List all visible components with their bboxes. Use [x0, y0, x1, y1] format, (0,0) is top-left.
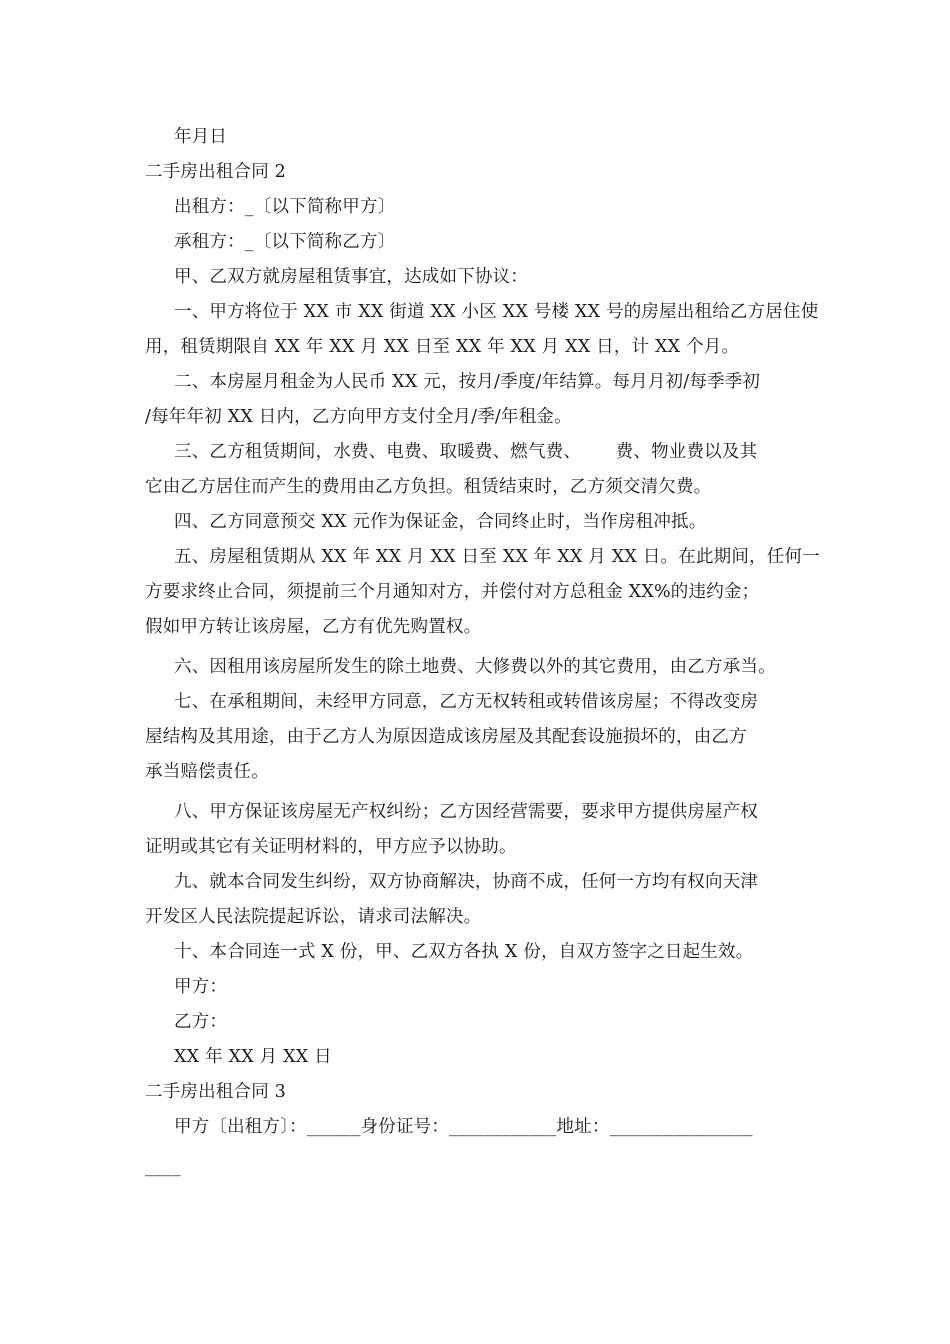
clause-8-line-1: 八、甲方保证该房屋无产权纠纷；乙方因经营需要，要求甲方提供房屋产权 — [174, 802, 759, 822]
party-a-info-continuation: ____ — [145, 1157, 181, 1177]
clause-4-line-1: 四、乙方同意预交 XX 元作为保证金，合同终止时，当作房租冲抵。 — [174, 512, 707, 532]
clause-8-line-2: 证明或其它有关证明材料的，甲方应予以协助。 — [145, 837, 517, 857]
clause-5-line-1: 五、房屋租赁期从 XX 年 XX 月 XX 日至 XX 年 XX 月 XX 日。在此期间，任何一 — [174, 547, 820, 567]
lessor-line: 出租方：_〔以下简称甲方〕 — [174, 197, 396, 217]
date-line: 年月日 — [174, 127, 228, 147]
clause-1-line-2: 用，租赁期限自 XX 年 XX 月 XX 日至 XX 年 XX 月 XX 日，计 XX 个月。 — [145, 337, 740, 357]
clause-7-line-3: 承当赔偿责任。 — [145, 762, 269, 782]
signing-date: XX 年 XX 月 XX 日 — [174, 1047, 332, 1067]
clause-9-line-2: 开发区人民法院提起诉讼，请求司法解决。 — [145, 907, 482, 927]
clause-5-line-2: 方要求终止合同，须提前三个月通知对方，并偿付对方总租金 XX%的违约金； — [145, 582, 760, 602]
lessee-line: 承租方：_〔以下简称乙方〕 — [174, 232, 396, 252]
clause-2-line-1: 二、本房屋月租金为人民币 XX 元，按月/季度/年结算。每月月初/每季季初 — [174, 372, 761, 392]
clause-2-line-2: /每年年初 XX 日内，乙方向甲方支付全月/季/年租金。 — [145, 407, 572, 427]
contract-2-title: 二手房出租合同 2 — [145, 162, 286, 182]
contract-3-title: 二手房出租合同 3 — [145, 1082, 286, 1102]
party-a-signature: 甲方： — [174, 977, 228, 997]
clause-9-line-1: 九、就本合同发生纠纷，双方协商解决，协商不成，任何一方均有权向天津 — [174, 872, 759, 892]
party-a-info-line: 甲方〔出租方〕：______身份证号：____________地址：________________ — [174, 1117, 753, 1137]
agreement-intro: 甲、乙双方就房屋租赁事宜，达成如下协议： — [174, 267, 528, 287]
clause-10-line-1: 十、本合同连一式 X 份，甲、乙双方各执 X 份，自双方签字之日起生效。 — [174, 942, 754, 962]
clause-7-line-2: 屋结构及其用途，由于乙方人为原因造成该房屋及其配套设施损坏的，由乙方 — [145, 727, 747, 747]
party-b-signature: 乙方： — [174, 1012, 228, 1032]
clause-7-line-1: 七、在承租期间，未经甲方同意，乙方无权转租或转借该房屋；不得改变房 — [174, 692, 759, 712]
clause-3-line-1: 三、乙方租赁期间，水费、电费、取暖费、燃气费、 费、物业费以及其 — [174, 442, 758, 462]
clause-6-line-1: 六、因租用该房屋所发生的除土地费、大修费以外的其它费用，由乙方承当。 — [174, 657, 776, 677]
clause-3-line-2: 它由乙方居住而产生的费用由乙方负担。租赁结束时，乙方须交清欠费。 — [145, 477, 712, 497]
clause-1-line-1: 一、甲方将位于 XX 市 XX 街道 XX 小区 XX 号楼 XX 号的房屋出租给乙方居住使 — [174, 302, 819, 322]
clause-5-line-3: 假如甲方转让该房屋，乙方有优先购置权。 — [145, 617, 482, 637]
